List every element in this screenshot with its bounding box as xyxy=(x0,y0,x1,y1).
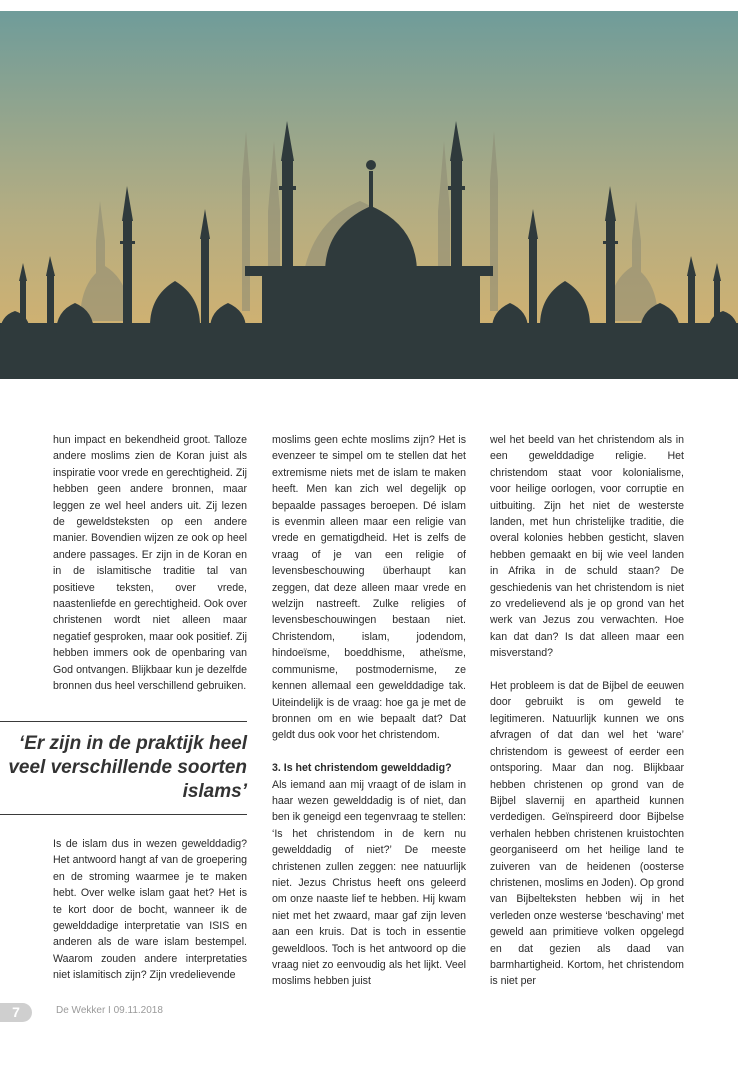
page-number: 7 xyxy=(0,1003,32,1022)
column-3 xyxy=(490,432,684,990)
column-3-paragraph-2: Het probleem is dat de Bijbel de eeuwen door gebruikt is om geweld te legitimeren. Natuurlijk kunnen we ons afvragen of dat dan wel het ‘ware’ christendom is geweest of eerder een ontsporing. Maar dan nog. Blijkbaar hebben christenen op grond van de Bijbel slavernij en apartheid kunnen verdedigen. Geïnspireerd door Bijbelse verhalen hebben christenen kruistochten georganiseerd om het heilige land te zuiveren van de heidenen (oosterse christenen, moslims en Joden). Op grond van Bijbelteksten hebben wij in het verleden onze westerse ‘beschaving’ met geweld aan primitieve volken opgelegd en dat gezien als daad van barmhartigheid. Kortom, het christendom is niet per xyxy=(490,680,684,988)
column-1-paragraph-2: Is de islam dus in wezen gewelddadig? Het antwoord hangt af van de groepering en de stroming waarmee je te maken hebt. Over welke islam gaat het? Het is te kort door de bocht, wanneer ik de gewelddadige interpretatie van ISIS en anderen als de ware islam bestempel. Waarom zouden andere interpretaties niet islamitisch zijn? Zijn vredelievende xyxy=(53,838,247,982)
column-3-paragraph: wel het beeld van het christendom als in een gewelddadige religie. Het christendom staat voor kolonialisme, voor heilige oorlogen, voor corruptie en uitbuiting. Zijn het niet de westerste landen, met hun christelijke traditie, die overal kolonies hebben gesticht, slaven hebben gemaakt en bij wie veel landen in Afrika in de schuld staan? De geschiedenis van het christendom is niet zo vredelievend als je op grond van het werk van Jezus zou verwachten. Hoe kan dat dan? Is dat alleen maar een misverstand? xyxy=(490,434,684,660)
mosque-skyline-image xyxy=(0,11,738,379)
footer-publication: De Wekker I 09.11.2018 xyxy=(56,1005,163,1016)
column-1 xyxy=(53,432,247,695)
pull-quote xyxy=(0,721,247,815)
column-2 xyxy=(272,432,466,990)
pull-quote-text: ‘Er zijn in de praktijk heel veel verschillende soorten islams’ xyxy=(8,733,247,802)
section-heading: 3. Is het christendom gewelddadig? xyxy=(272,762,452,775)
column-1-lower xyxy=(53,836,247,984)
column-2-paragraph-2: Als iemand aan mij vraagt of de islam in haar wezen gewelddadig is of niet, dan ben ik geneigd een tegenvraag te stellen: ‘Is het christendom in de kern nu gewelddadig of niet?’ De meeste christenen zullen zeggen: nee natuurlijk niet. Jezus Christus heeft ons geleerd om onze naaste lief te hebben. Hij kwam niet met het zwaard, maar gaf zijn leven aan een kruis. Dat is toch in essentie geweldloos. Toch is het antwoord op die vraag niet zo eenvoudig als het lijkt. Veel moslims hebben juist xyxy=(272,778,466,988)
column-1-paragraph: hun impact en bekendheid groot. Talloze andere moslims zien de Koran juist als inspiratie voor vrede en gerechtigheid. Zij hebben geen andere bronnen, maar leggen ze wel heel anders uit. Zij lezen de geweldsteksten op een andere manier. Bovendien wijzen ze ook op heel andere passages. Er zijn in de Koran en in de islamitische traditie tal van positieve teksten, over vrede, naastenliefde en gerechtigheid. Ook over christenen wordt niet alleen maar negatief gesproken, maar ook positief. Zij hebben immers ook de openbaring van God ontvangen. Blijkbaar kun je dezelfde bronnen dus heel verschillend gebruiken. xyxy=(53,434,247,693)
column-2-paragraph: moslims geen echte moslims zijn? Het is evenzeer te simpel om te stellen dat het extremisme niets met de islam te maken heeft. Men kan zich wel degelijk op bepaalde passages beroepen. Dé islam is evenmin alleen maar een religie van vrede en gematigdheid. Het is zelfs de vraag of je van een religie of levensbeschouwing überhaupt kan zeggen, dat deze alleen maar vrede en welzijn nastreeft. Zulke religies of levensbeschouwingen bestaan niet. Christendom, islam, jodendom, hindoeïsme, boeddhisme, atheïsme, communisme, postmodernisme, ze kennen allemaal een gewelddadige tak. Uiteindelijk is de vraag: hoe ga je met de bronnen om en wie bepaalt dat? Dat geldt dus ook voor het christendom. xyxy=(272,434,466,742)
page-footer xyxy=(0,1003,300,1023)
